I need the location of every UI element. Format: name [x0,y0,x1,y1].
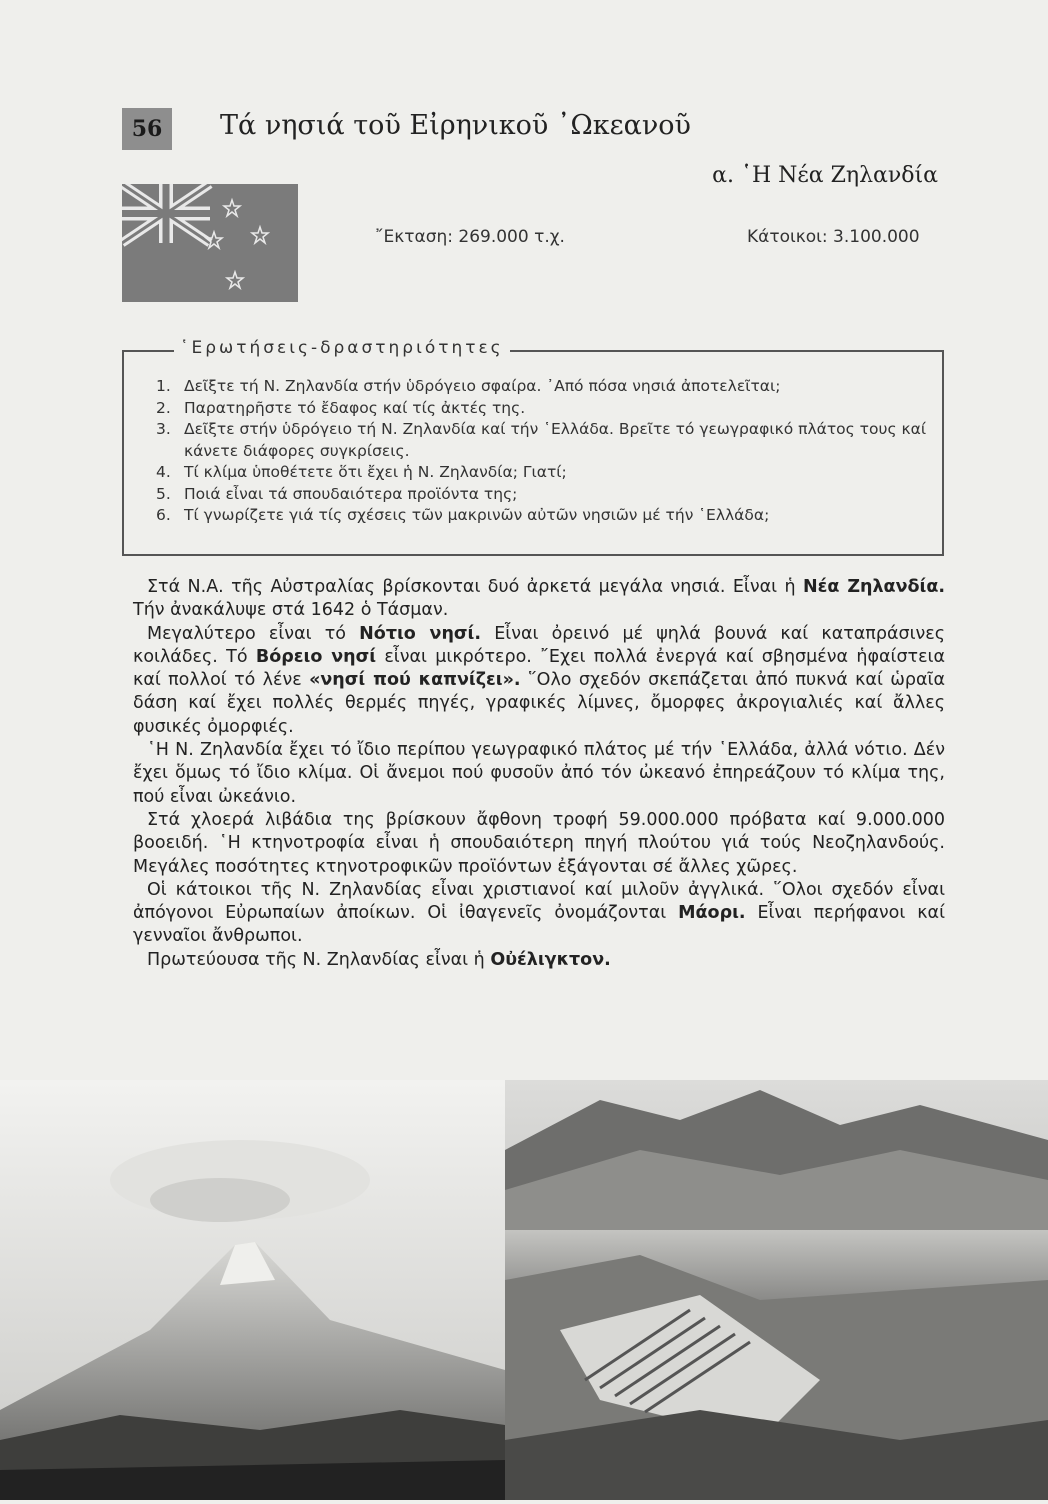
population-fact: Κάτοικοι: 3.100.000 [747,227,920,247]
question-number: 2. [156,398,171,417]
page-number: 56 [122,108,172,150]
question-number: 4. [156,463,171,481]
section-subtitle: α. ῾Η Νέα Ζηλανδία [712,163,938,188]
paragraph-climate: ῾Η Ν. Ζηλανδία ἔχει τό ἴδιο περίπου γεωγραφικό πλάτος μέ τήν ῾Ελλάδα, ἀλλά νότιο. Δέν ἔχει ὅμως τό ἴδιο κλίμα. Οἱ ἄνεμοι πού φυσοῦν ἀπό τόν ὠκεανό ἐπηρεάζουν τό κλίμα της, πού εἶναι ὠκεάνιο. [133,740,945,807]
question-item [156,398,936,420]
question-text: Ποιά εἶναι τά σπουδαιότερα προϊόντα της; [184,484,518,503]
question-text: Παρατηρῆστε τό ἔδαφος καί τίς ἀκτές της. [184,398,526,417]
questions-heading: ῾Ερωτήσεις-δραστηριότητες [174,338,510,358]
question-text: Δεῖξτε τή Ν. Ζηλανδία στήν ὑδρόγειο σφαίρα. ᾿Από πόσα νησιά ἀποτελεῖται; [184,377,781,395]
questions-box [122,338,944,556]
paragraph-capital: Πρωτεύουσα τῆς Ν. Ζηλανδίας εἶναι ἡ Οὐέλιγκτον. [147,949,611,970]
question-item [156,484,936,506]
page-title: Tά νησιά τοῦ Εἰρηνικοῦ ᾿Ωκεανοῦ [220,110,691,141]
paragraph-intro: Στά Ν.Α. τῆς Αὐστραλίας βρίσκονται δυό ἀρκετά μεγάλα νησιά. Εἶναι ἡ Νέα Ζηλανδία. Τήν ἀνακάλυψε στά 1642 ὁ Τάσμαν. [133,577,945,621]
question-text: Δεῖξτε στήν ὑδρόγειο τή Ν. Ζηλανδία καί τήν ῾Ελλάδα. Βρεῖτε τό γεωγραφικό πλάτος τους καί κάνετε διάφορες συγκρίσεις. [184,420,927,460]
volcano-photo [0,1080,505,1500]
question-item [156,376,936,398]
question-number: 3. [156,420,171,438]
question-item [156,419,936,462]
question-text: Τί γνωρίζετε γιά τίς σχέσεις τῶν μακρινῶν αὐτῶν νησιῶν μέ τήν ῾Ελλάδα; [184,506,770,524]
new-zealand-flag [122,184,298,302]
question-item [156,505,936,527]
paragraph-inhabitants: Οἱ κάτοικοι τῆς Ν. Ζηλανδίας εἶναι χριστιανοί καί μιλοῦν ἀγγλικά. ῞Ολοι σχεδόν εἶναι ἀπόγονοι Εὐρωπαίων ἀποίκων. Οἱ ἰθαγενεῖς ὀνομάζονται Μάορι. Εἶναι περήφανοι καί γενναῖοι ἄνθρωποι. [133,879,946,947]
photos-svg [0,1080,1048,1500]
dam-photo [505,1080,1048,1500]
question-item [156,462,936,484]
question-number: 1. [156,377,171,395]
paragraph-islands: Μεγαλύτερο εἶναι τό Νότιο νησί. Εἶναι ὀρεινό μέ ψηλά βουνά καί καταπράσινες κοιλάδες. Τό Βόρειο νησί εἶναι μικρότερο. ῎Εχει πολλά ἐνεργά καί σβησμένα ἡφαίστεια καί πολλοί τό λένε «νησί πού καπνίζει». ῞Ολο σχεδόν σκεπάζεται ἀπό πυκνά καί ὡραῖα δάση καί ἔχει πολλές θερμές πηγές, γραφικές λίμνες, ὄμορφες ἀκρογιαλιές καί ἄλλες φυσικές ὀμορφιές. [133,623,946,737]
question-number: 6. [156,506,171,524]
photos [0,1080,1048,1500]
paragraph-livestock: Στά χλοερά λιβάδια της βρίσκουν ἄφθονη τροφή 59.000.000 πρόβατα καί 9.000.000 βοοειδή. ῾Η κτηνοτροφία εἶναι ἡ σπουδαιότερη πηγή πλούτου γιά τούς Νεοζηλανδούς. Μεγάλες ποσότητες κτηνοτροφικῶν προϊόντων ἐξάγονται σέ ἄλλες χῶρες. [133,809,945,877]
question-text: Τί κλίμα ὑποθέτετε ὅτι ἔχει ἡ Ν. Ζηλανδία; Γιατί; [184,463,567,481]
questions-list [156,376,936,527]
body-text [133,576,945,972]
area-fact: ῎Εκταση: 269.000 τ.χ. [375,227,565,247]
question-number: 5. [156,484,171,503]
